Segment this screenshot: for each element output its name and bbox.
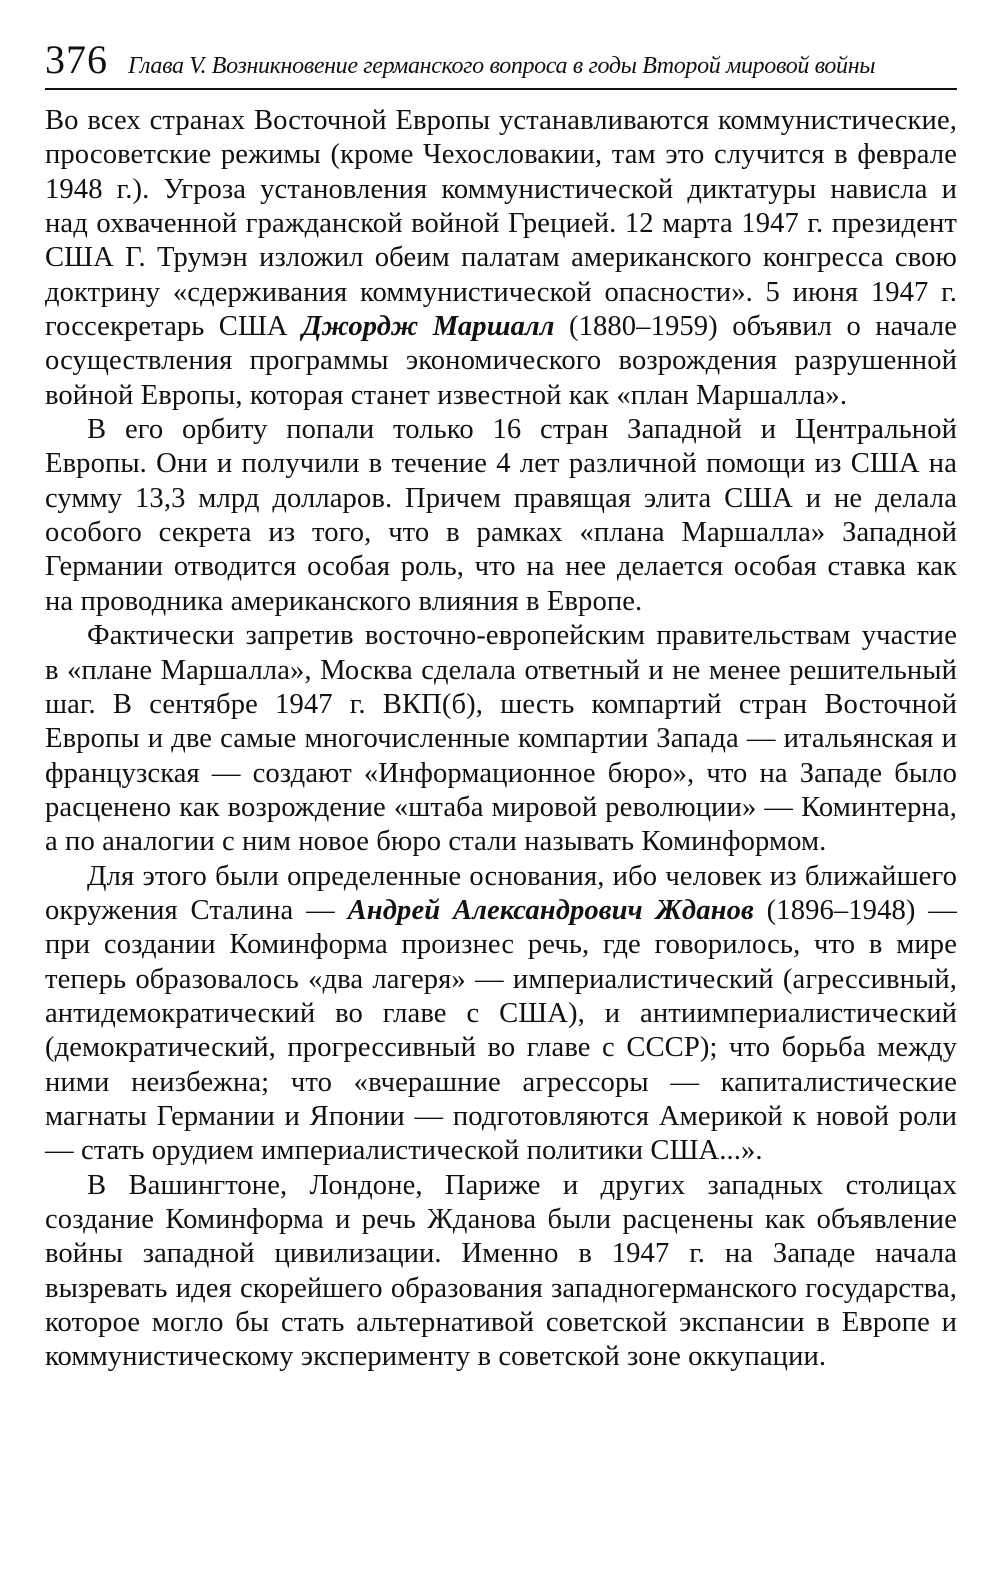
running-head: Глава V. Возникновение германского вопроса в годы Второй мировой войны [128,53,876,79]
paragraph-2: В его орбиту попали только 16 стран Западной и Центральной Европы. Они и получили в течение 4 лет различной помощи из США на сумму 13,3 млрд долларов. Причем правящая элита США и не делала особого секрета из того, что в рамках «плана Маршалла» Западной Германии отводится особая роль, что на нее делается особая ставка как на проводника американского влияния в Европе. [45,414,957,617]
paragraph-1-text-end: (1880–1959) объявил о начале осуществления программы экономического возрождения разрушенной войной Европы, которая станет известной как «план Маршалла». [45,311,957,411]
person-name-marshall: Джордж Маршалл [302,311,555,343]
paragraph-4-text-end: (1896–1948) — при создании Коминформа произнес речь, где говорилось, что в мире теперь образовалось «два лагеря» — империалистический (агрессивный, антидемократический во главе с США), и антиимпериалистический (демократический, прогрессивный во главе с СССР); что борьба между ними неизбежна; что «вчерашние агрессоры — капиталистические магнаты Германии и Японии — подготовляются Америкой к новой роли — стать орудием империалистической политики США...». [45,894,957,1167]
paragraph-4 [45,860,957,1169]
page-header [45,38,957,90]
paragraph-1 [45,104,957,413]
page-number: 376 [45,37,108,82]
paragraph-1-text-start: Во всех странах Восточной Европы устанавливаются коммунистические, просоветские режимы (кроме Чехословакии, там это случится в феврале 1948 г.). Угроза установления коммунистической диктатуры нависла и над охваченной гражданской войной Грецией. 12 марта 1947 г. президент США Г. Трумэн изложил обеим палатам американского конгресса свою доктрину «сдерживания коммунистической опасности». 5 июня 1947 г. госсекретарь США [45,105,957,343]
body-text [45,104,957,1375]
paragraph-4-text-start: Для этого были определенные основания, ибо человек из ближайшего окружения Сталина — [45,860,957,926]
book-page [45,38,957,1375]
paragraph-3: Фактически запретив восточно-европейским правительствам участие в «плане Маршалла», Москва сделала ответный и не менее решительный шаг. В сентябре 1947 г. ВКП(б), шесть компартий стран Восточной Европы и две самые многочисленные компартии Запада — итальянская и французская — создают «Информационное бюро», что на Западе было расценено как возрождение «штаба мировой революции» — Коминтерна, а по аналогии с ним новое бюро стали называть Коминформом. [45,620,957,858]
paragraph-5: В Вашингтоне, Лондоне, Париже и других западных столицах создание Коминформа и речь Жданова были расценены как объявление войны западной цивилизации. Именно в 1947 г. на Западе начала вызревать идея скорейшего образования западногерманского государства, которое могло бы стать альтернативой советской экспансии в Европе и коммунистическому эксперименту в советской зоне оккупации. [45,1169,957,1373]
person-name-zhdanov: Андрей Александрович Жданов [347,894,754,926]
